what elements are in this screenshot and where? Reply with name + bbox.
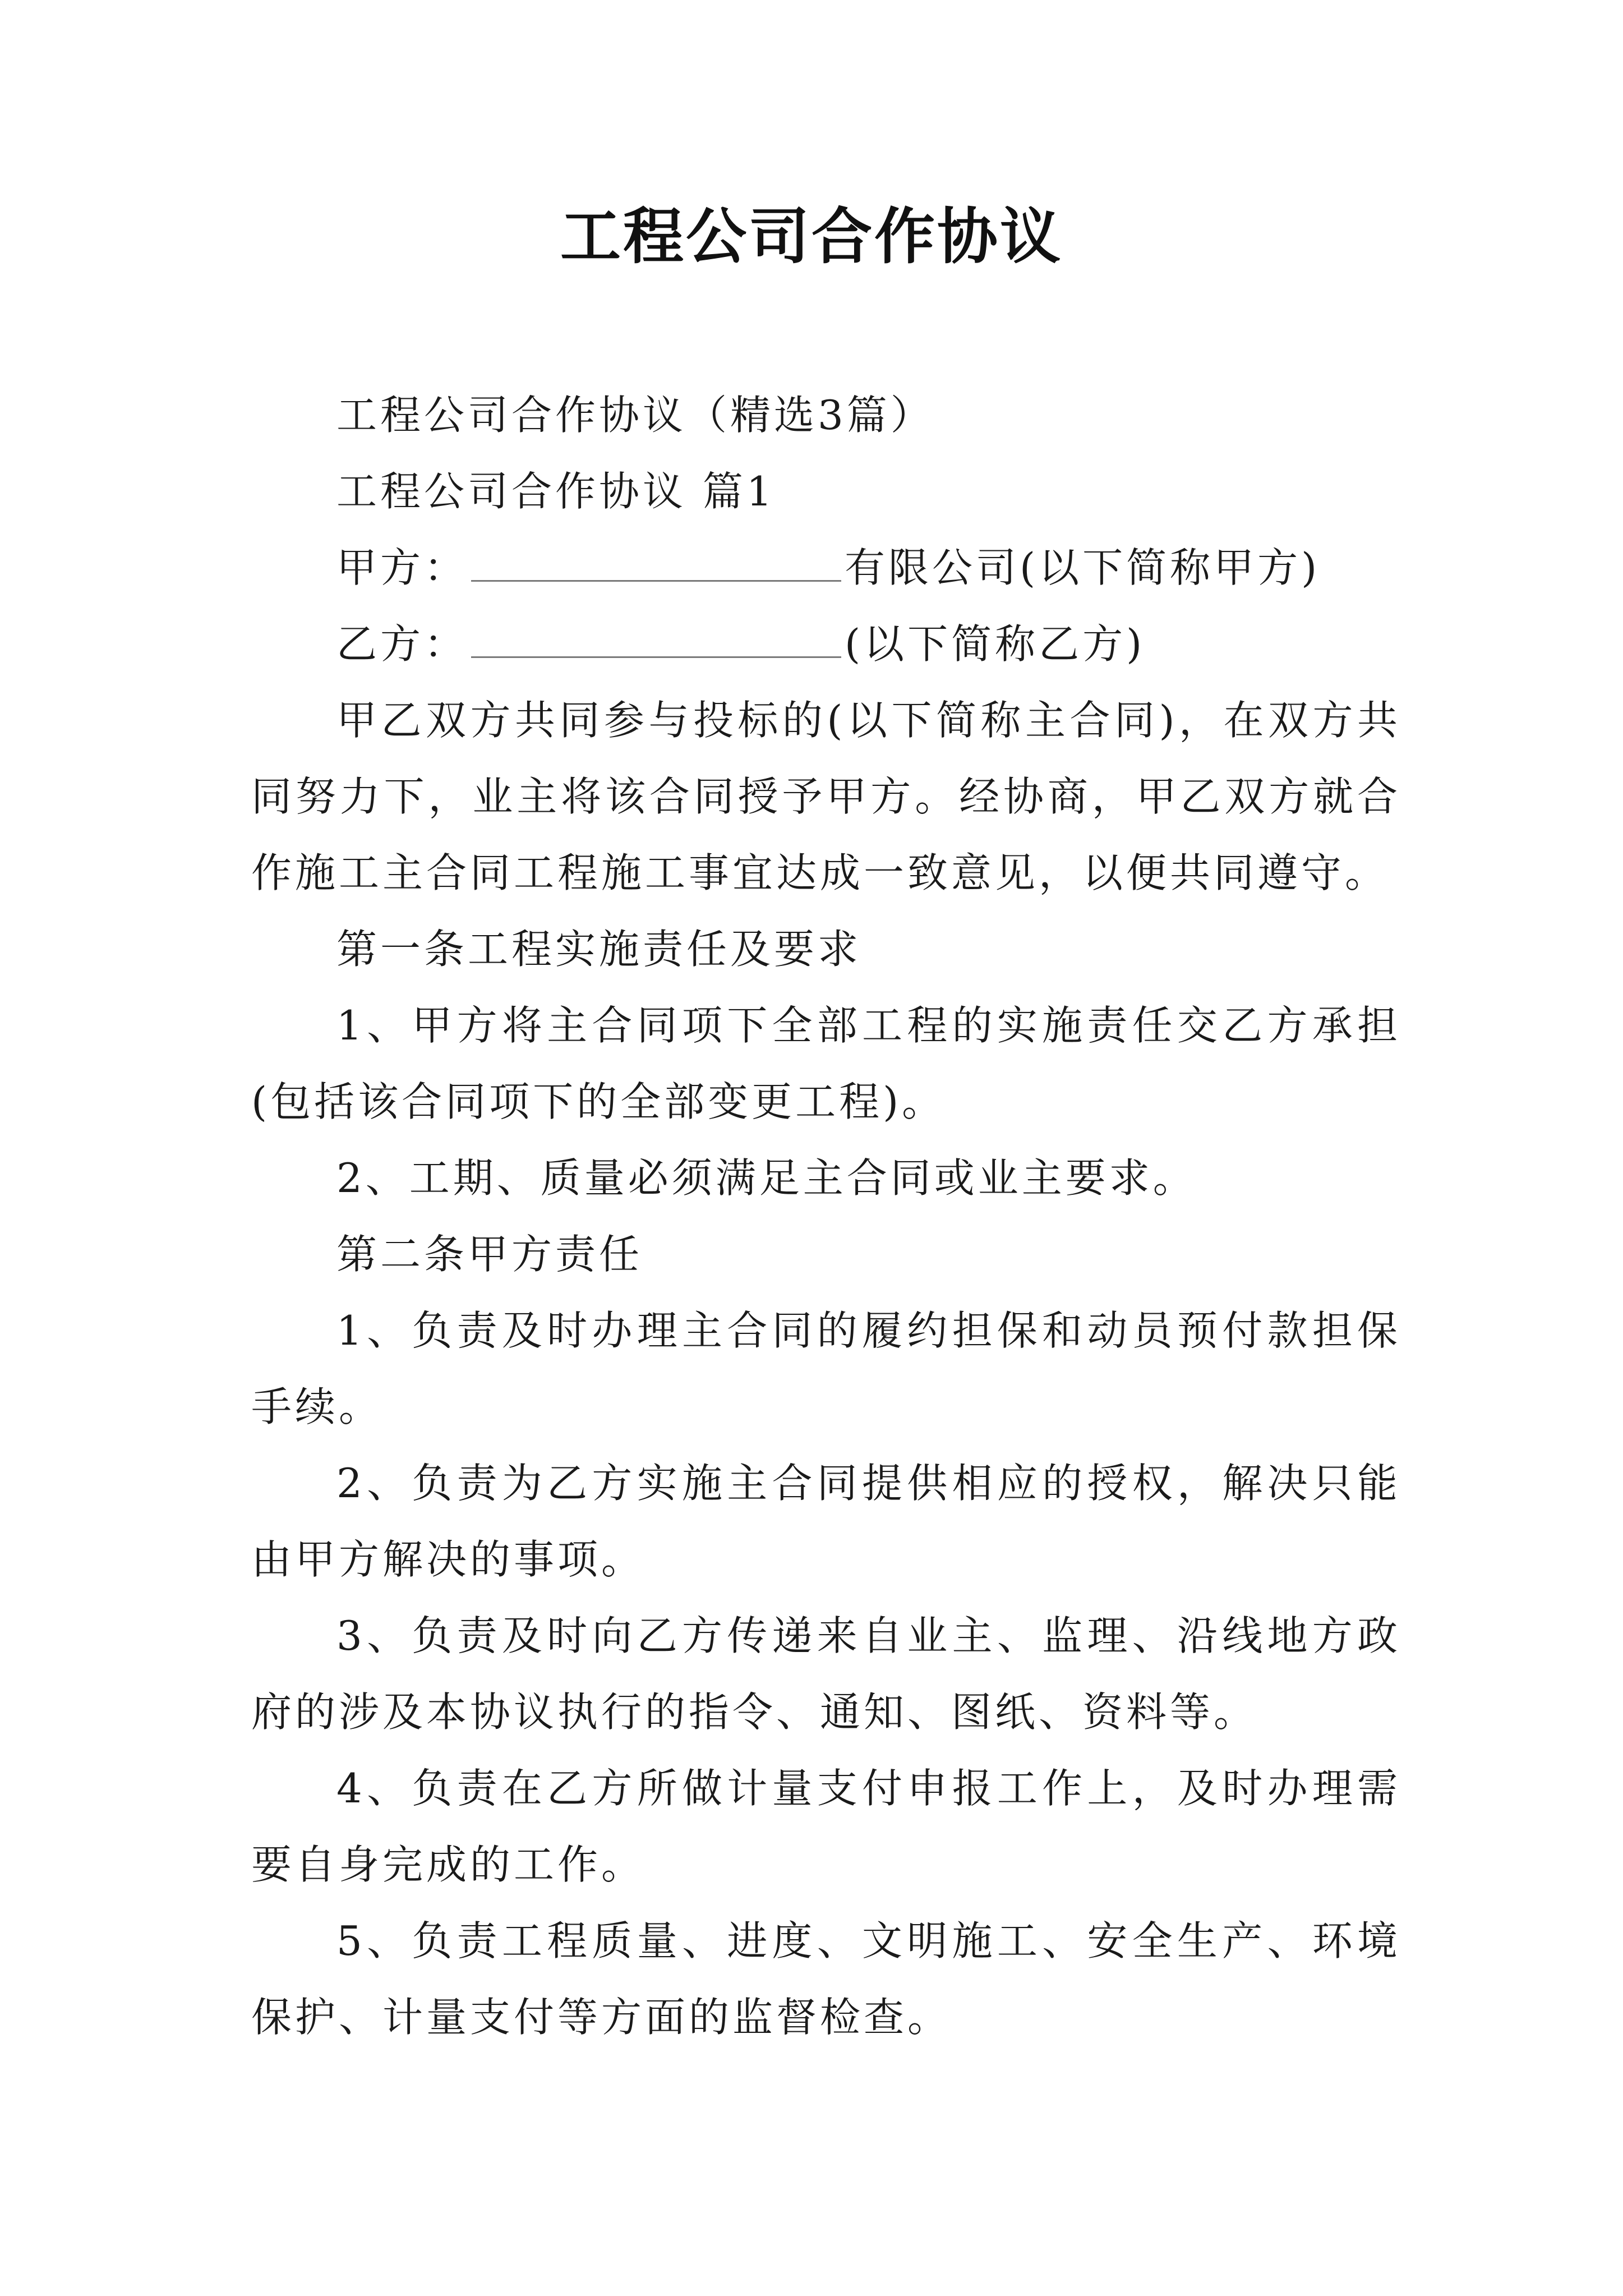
article-1-heading: 第一条工程实施责任及要求 — [336, 926, 862, 973]
document-subtitle: 工程公司合作协议（精选3篇） — [336, 392, 934, 439]
article-2-item-3: 3、负责及时向乙方传递来自业主、监理、沿线地方政府的涉及本协议执行的指令、通知、图纸、资料等。 — [251, 1612, 1401, 1736]
paragraph-intro: 甲乙双方共同参与投标的(以下简称主合同)，在双方共同努力下，业主将该合同授予甲方。经协商，甲乙双方就合作施工主合同工程施工事宜达成一致意见，以便共同遵守。 — [251, 697, 1401, 896]
party-b-line — [251, 606, 1401, 682]
party-b-blank — [471, 623, 841, 658]
section-heading: 工程公司合作协议 篇1 — [336, 468, 776, 515]
article-2-item-5: 5、负责工程质量、进度、文明施工、安全生产、环境保护、计量支付等方面的监督检查。 — [251, 1917, 1401, 2041]
article-1-item-1: 1、甲方将主合同项下全部工程的实施责任交乙方承担(包括该合同项下的全部变更工程)。 — [251, 1002, 1401, 1125]
party-a-blank — [471, 546, 841, 582]
article-2-item-1: 1、负责及时办理主合同的履约担保和动员预付款担保手续。 — [251, 1307, 1401, 1430]
article-1-item-2: 2、工期、质量必须满足主合同或业主要求。 — [336, 1154, 1197, 1202]
party-b-label: 乙方： — [336, 620, 468, 668]
party-a-line — [251, 530, 1401, 606]
article-2-item-4: 4、负责在乙方所做计量支付申报工作上，及时办理需要自身完成的工作。 — [251, 1765, 1401, 1888]
document-body — [251, 377, 1401, 2055]
document-title: 工程公司合作协议 — [560, 201, 1063, 272]
article-2-item-2: 2、负责为乙方实施主合同提供相应的授权，解决只能由甲方解决的事项。 — [251, 1460, 1401, 1583]
party-a-suffix: 有限公司(以下简称甲方) — [845, 544, 1321, 591]
party-b-suffix: (以下简称乙方) — [845, 620, 1146, 668]
article-2-heading: 第二条甲方责任 — [336, 1231, 643, 1278]
party-a-label: 甲方： — [336, 544, 468, 591]
